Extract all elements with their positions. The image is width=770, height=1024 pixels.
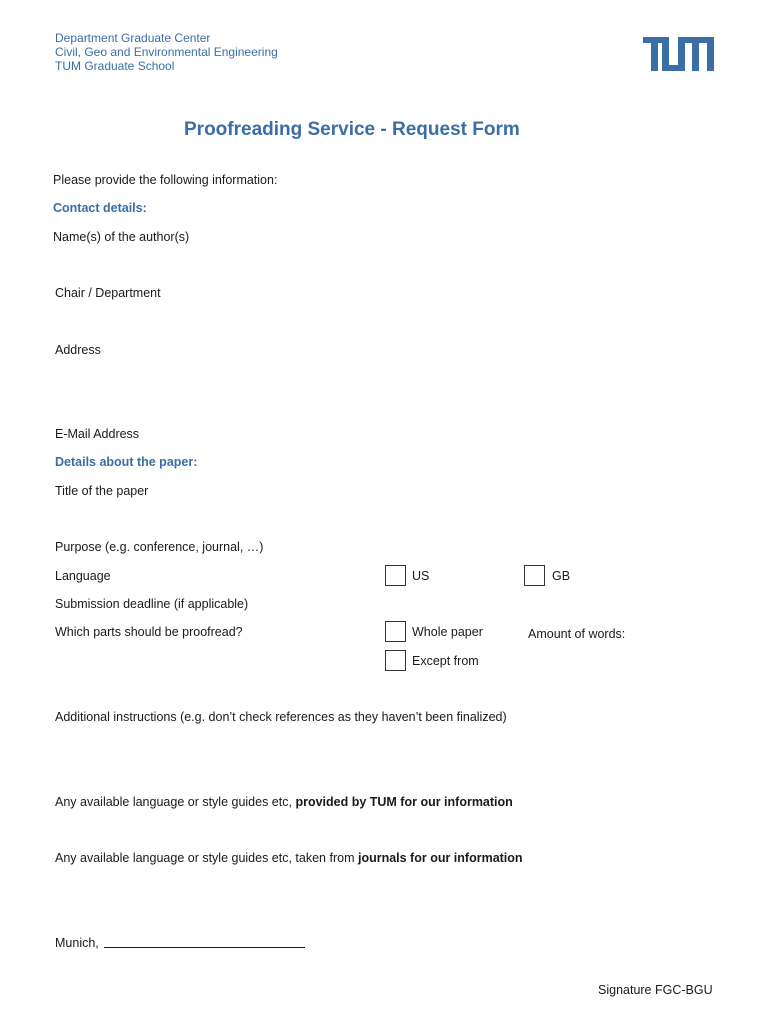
- deadline-label: Submission deadline (if applicable): [55, 597, 249, 611]
- language-gb-checkbox[interactable]: [524, 565, 545, 586]
- tum-style-guides-prefix: Any available language or style guides etc,: [55, 795, 296, 809]
- journal-style-guides-label: [55, 851, 523, 865]
- department-name: Department Graduate Center: [55, 31, 211, 45]
- intro-text: Please provide the following information:: [53, 173, 278, 187]
- tum-style-guides-label: [55, 795, 513, 809]
- chair-department-label: Chair / Department: [55, 286, 161, 300]
- contact-details-heading: Contact details:: [53, 201, 147, 215]
- date-line[interactable]: [104, 947, 305, 948]
- parts-label: Which parts should be proofread?: [55, 625, 243, 639]
- word-count-label: Amount of words:: [528, 627, 626, 641]
- form-title: Proofreading Service - Request Form: [184, 119, 520, 140]
- language-us-checkbox[interactable]: [385, 565, 406, 586]
- faculty-name: Civil, Geo and Environmental Engineering: [55, 45, 278, 59]
- munich-label: Munich,: [55, 936, 99, 950]
- address-label: Address: [55, 343, 101, 357]
- except-from-checkbox[interactable]: [385, 650, 406, 671]
- tum-logo: [643, 37, 714, 71]
- tum-style-guides-emphasis: provided by TUM for our information: [295, 795, 513, 809]
- except-from-label: Except from: [412, 654, 479, 668]
- school-name: TUM Graduate School: [55, 59, 175, 73]
- authors-label: Name(s) of the author(s): [53, 230, 190, 244]
- whole-paper-label: Whole paper: [412, 625, 483, 639]
- paper-details-heading: Details about the paper:: [55, 455, 198, 469]
- journal-style-guides-prefix: Any available language or style guides etc, taken from: [55, 851, 358, 865]
- paper-title-label: Title of the paper: [55, 484, 149, 498]
- language-label: Language: [55, 569, 111, 583]
- purpose-label: Purpose (e.g. conference, journal, …): [55, 540, 264, 554]
- language-us-label: US: [412, 569, 430, 583]
- email-label: E-Mail Address: [55, 427, 140, 441]
- journal-style-guides-emphasis: journals for our information: [357, 851, 523, 865]
- additional-instructions-label: Additional instructions (e.g. don’t check references as they haven’t been finalized): [55, 710, 507, 724]
- language-gb-label: GB: [552, 569, 571, 583]
- whole-paper-checkbox[interactable]: [385, 621, 406, 642]
- signature-label: Signature FGC-BGU: [598, 983, 713, 997]
